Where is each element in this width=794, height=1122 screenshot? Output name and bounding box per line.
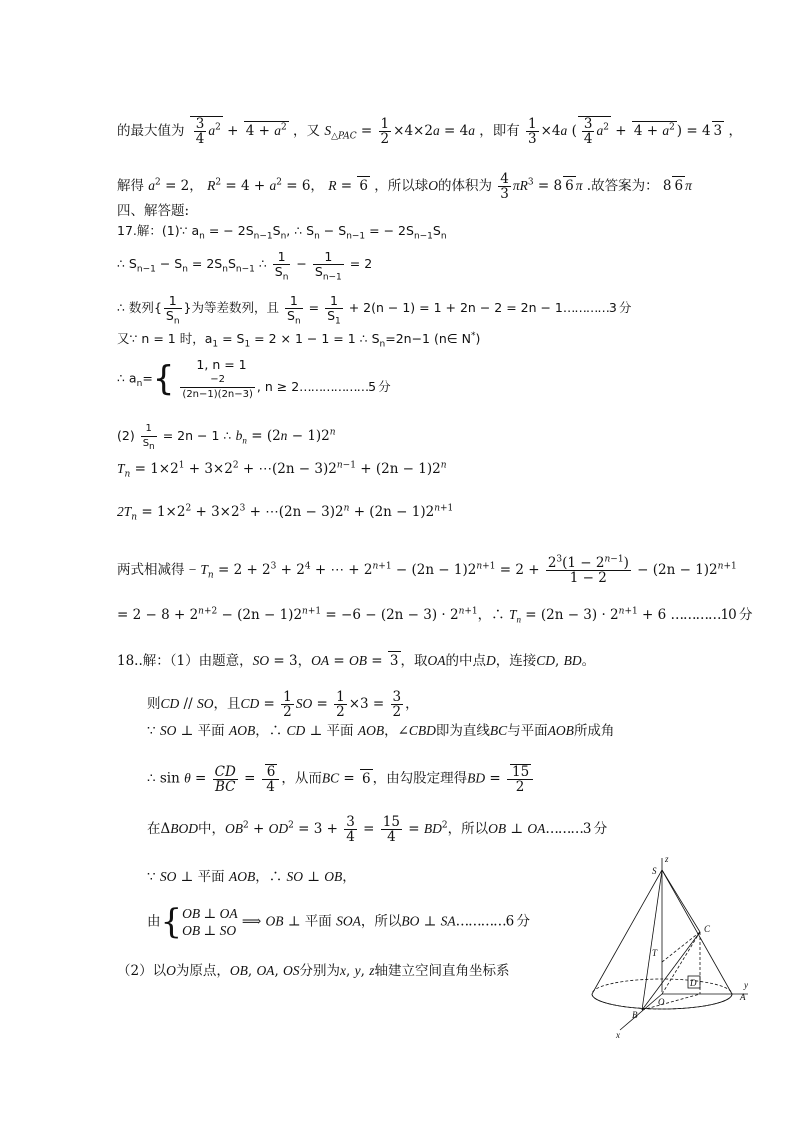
line-21: （2）以O为原点，OB, OA, OS分别为x, y, z轴建立空间直角坐标系: [117, 963, 510, 979]
line-17: ∴ sin θ = $\frac{CD}{BC}$ = $\frac{6}{4}$ ，从而BC = 6 ，由勾股定理得BD = $\frac{15}{2}$: [147, 764, 535, 794]
edge-SC: [662, 870, 700, 932]
label-B: B: [632, 1010, 638, 1020]
line-6: ∴ 数列{ $\frac{1}{S_n}$ }为等差数列，且 $\frac{1}{S_n}$ = $\frac{1}{S_1}$ + 2(n − 1) = 1 + 2n − 2 = 2n − 1…………3 分: [117, 293, 631, 327]
line-7: 又∵ n = 1 时，$a_1 = S_1 = 2 \times 1 - 1 = 1$ ∴ $S_n=2n-1$ (n∈ N*): [117, 330, 481, 350]
label-y: y: [744, 980, 748, 990]
line-4: 17.解：(1)∵ $a_n$ = − $2S_{n-1}S_n$, ∴ $S_n - S_{n-1}$ = − $2S_{n-1}S_n$: [117, 223, 447, 242]
cone-edge-left: [592, 870, 662, 994]
line-15: 则CD // SO，且CD = $\frac{1}{2}$ SO = $\frac{1}{2}$ ×3 = $\frac{3}{2}$ ，: [147, 689, 419, 720]
line-19: ∵ SO ⊥ 平面 AOB，∴ SO ⊥ OB，: [147, 869, 356, 885]
label-x: x: [616, 1030, 620, 1040]
line-8: ∴ $a_n=${ 1, n = 1 $\frac{-2}{(2n-1)(2n-3)}$ , n ≥ 2………………5 分: [117, 357, 390, 400]
line-2: 解得 $a^2 = 2$， $R^2 = 4 + a^2 = 6$， R = 6 ，所以球O的体积为 $\frac{4}{3}$ $\pi R^3 = 8$ 6 π .故答案为： 8 6 π: [117, 171, 692, 202]
line-10: $T_n = 1\times 2^1 + 3\times 2^2$ + ⋯(2n − $3)2^{n-1} + (2n - 1)2^n$: [117, 460, 447, 480]
section-heading: 四、解答题:: [117, 203, 190, 219]
line-18: 在ΔBOD中，$OB^2 + OD^2 = 3$ + $\frac{3}{4}$ = $\frac{15}{4}$ = $BD^2$，所以OB ⊥ OA………3 分: [147, 814, 607, 845]
label-z: z: [665, 854, 669, 864]
edge-SB: [642, 870, 662, 1010]
edge-BC: [642, 932, 700, 1010]
line-14: 18..解：（1）由题意，SO = 3，OA = OB = 3 ，取OA的中点D，连接CD, BD。: [117, 653, 596, 669]
label-S: S: [652, 866, 657, 876]
line-5: ∴ $S_{n-1} - S_n = 2S_nS_{n-1}$ ∴ $\frac{1}{S_n}$ − $\frac{1}{S_{n-1}}$ = 2: [117, 249, 373, 283]
line-13: = $2 - 8 + 2^{n+2} - (2n - 1)2^{n+1} = -6 - (2n - 3) \cdot 2^{n+1}$，∴ $T_n = (2n - 3) \cdot 2^{n+1} + 6$ …………10 分: [117, 606, 752, 625]
line-11: $2T_n = 1\times 2^2 + 3\times 2^3$ + ⋯(2n − $3)2^n + (2n - 1)2^{n+1}$: [117, 503, 454, 523]
x-axis: [620, 994, 662, 1030]
cone-figure: [580, 852, 760, 1042]
line-1: 的最大值为 $\frac{3}{4}$ $a^2 + 4 + a^2$ ，又 $S_{\triangle PAC}$ = $\frac{1}{2}$ ×4×2a = 4a ，即有 $\frac{1}{3}$ ×4a ( $\frac{3}{4}$ $a^2 + 4 + a^2$ ) = 4 3 ，: [117, 116, 742, 147]
label-C: C: [704, 924, 711, 934]
label-O: O: [658, 997, 665, 1007]
line-9: (2) $\frac{1}{S_n}$ = 2n − 1 ∴ $b_n = (2n - 1)2^n$: [117, 423, 336, 452]
line-16: ∵ SO ⊥ 平面 AOB，∴ CD ⊥ 平面 AOB，∠CBD即为直线BC与平面AOB所成角: [147, 723, 615, 739]
label-A: A: [740, 992, 746, 1002]
label-T: T: [652, 948, 658, 958]
line-12: 两式相减得 − $T_n = 2 + 2^3 + 2^4$ + ⋯ + $2^{n+1} - (2n - 1)2^{n+1} = 2$ + $\frac{2^3(1 - 2^{n-1})}{1 - 2}$ − $(2n - 1)2^{n+1}$: [117, 554, 737, 586]
cone-edge-right: [662, 870, 732, 994]
label-D: D: [690, 978, 697, 988]
line-20: 由{ OB ⊥ OA OB ⊥ SO ⟹ OB ⊥ 平面 SOA，所以BO ⊥ SA…………6 分: [147, 902, 530, 942]
